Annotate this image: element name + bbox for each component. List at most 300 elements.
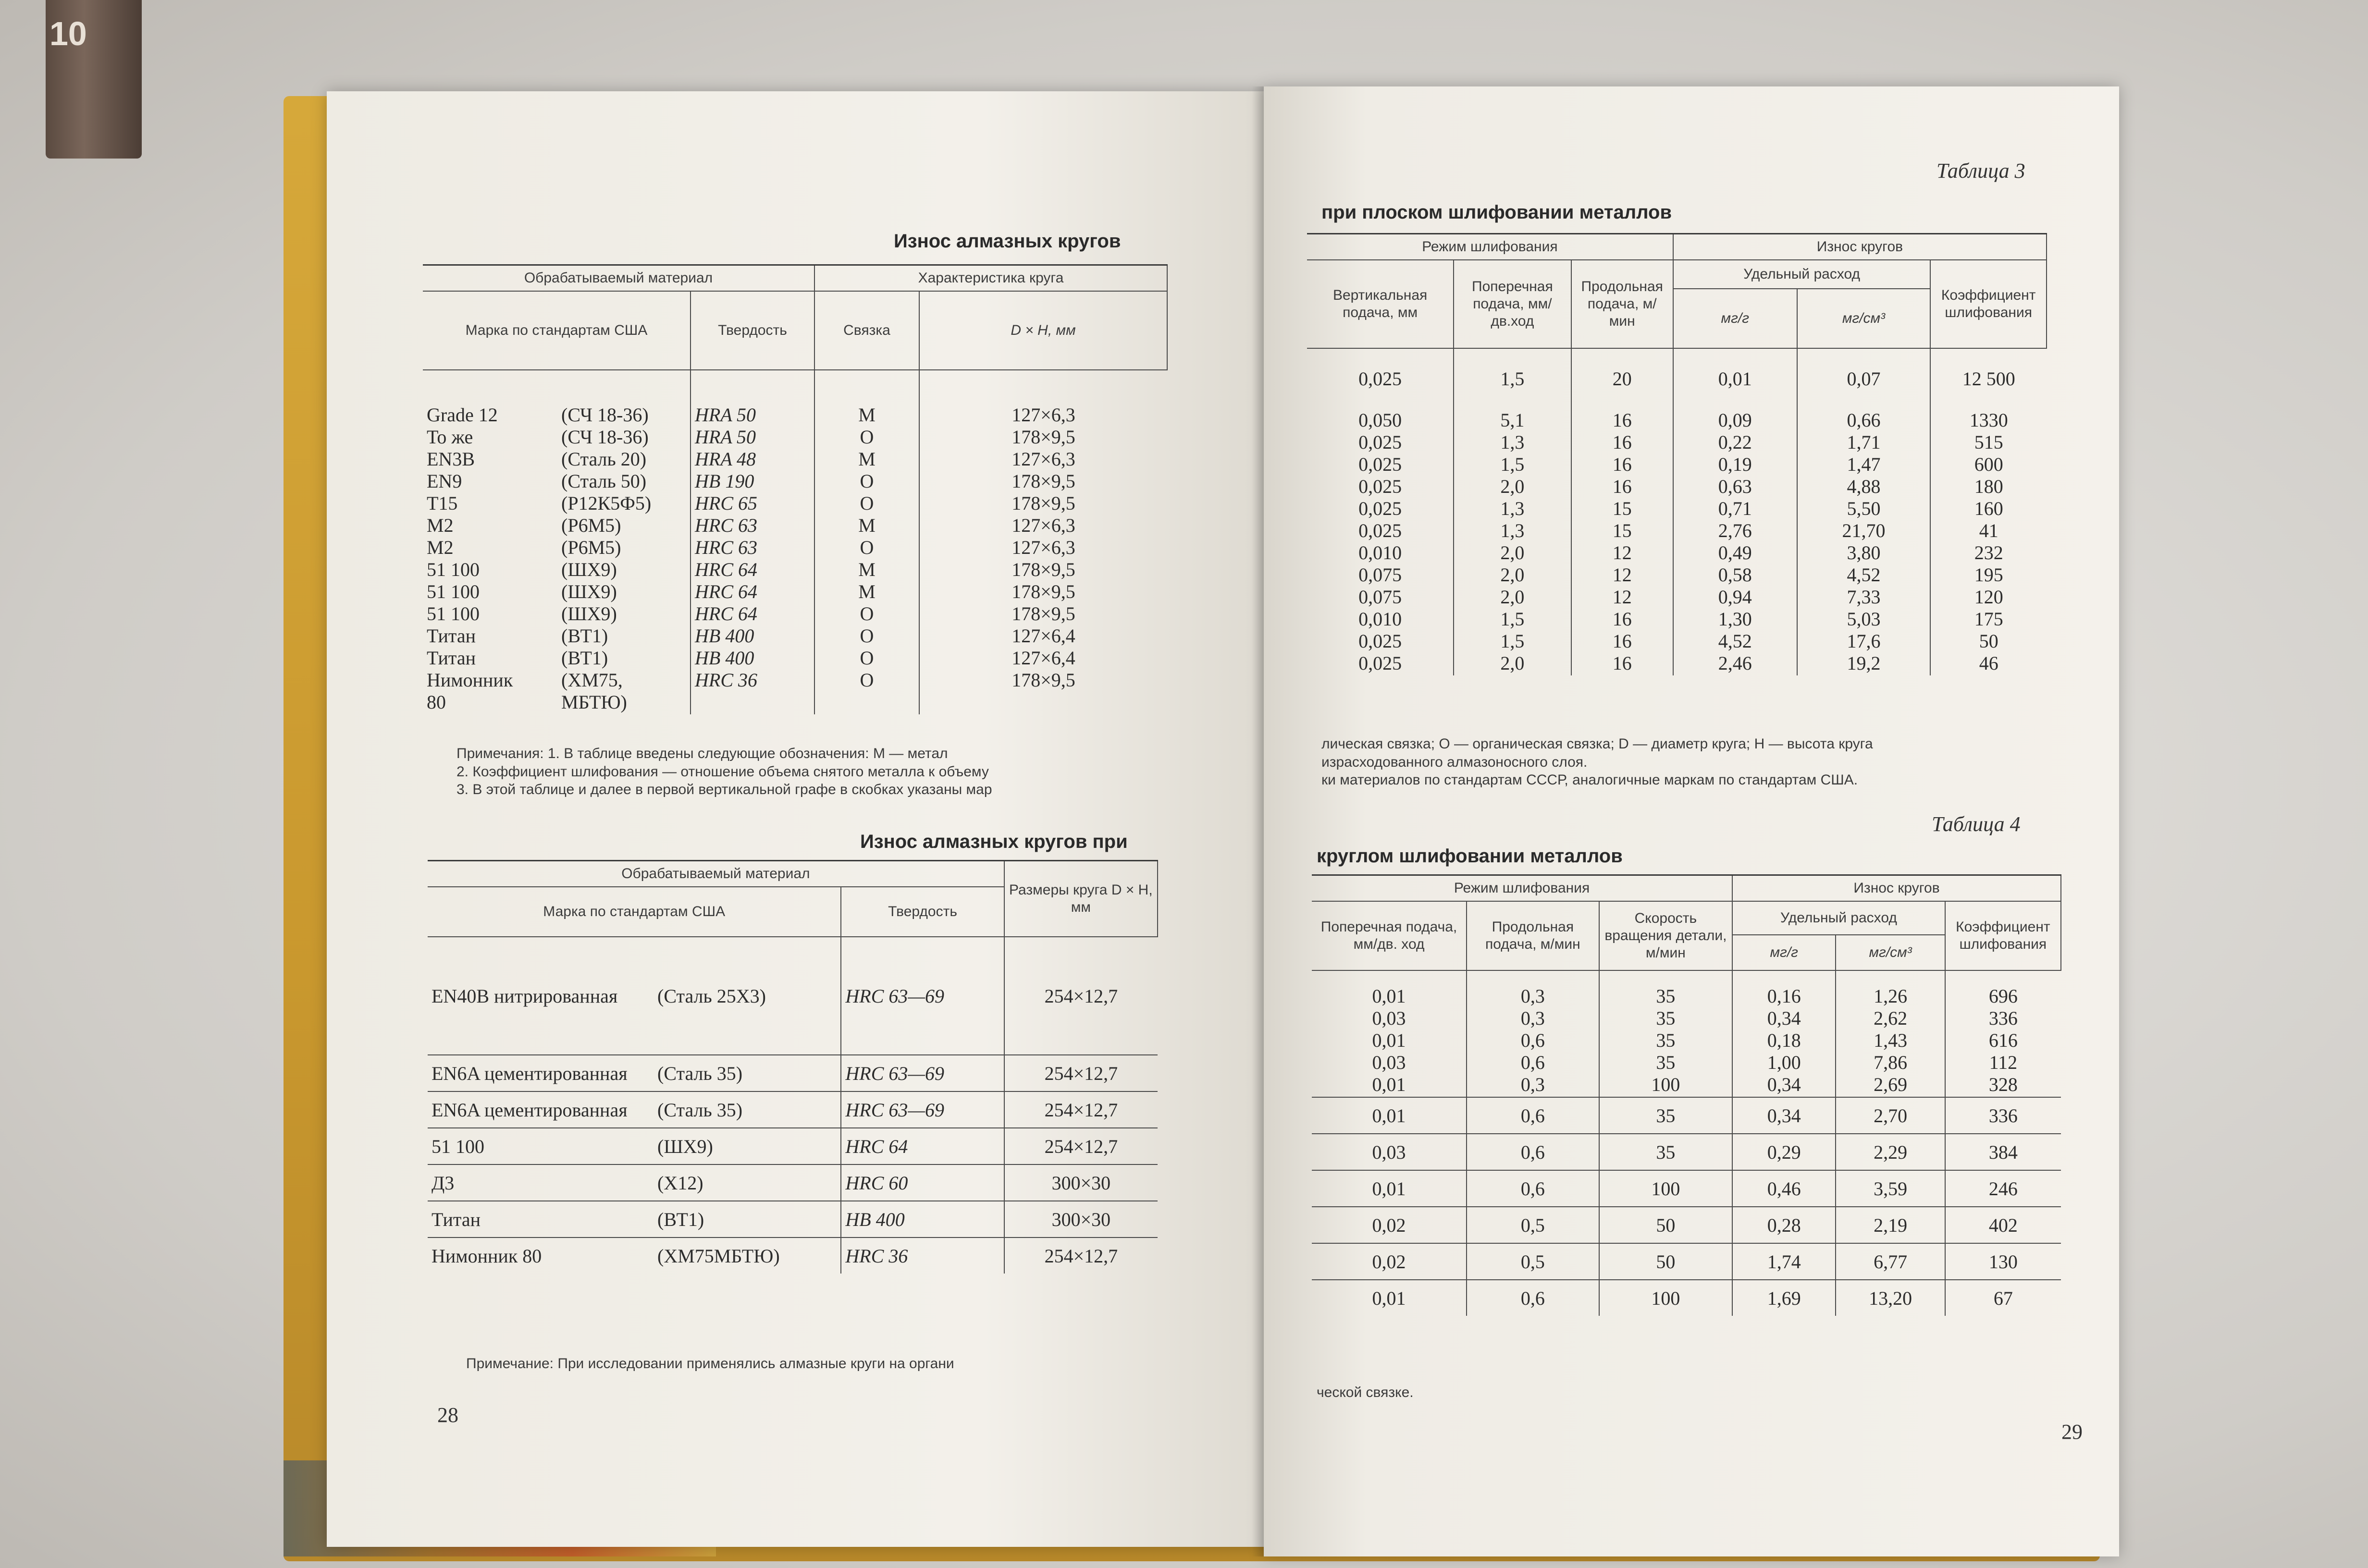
table1-bond-list — [819, 404, 915, 713]
table3-value: 175 — [1974, 608, 2003, 630]
table3-value: 0,71 — [1718, 498, 1752, 519]
table2-grade: EN6A цементированная — [432, 1062, 628, 1084]
table1-gost: (СЧ 18-36) — [561, 404, 649, 426]
table3-value: 0,025 — [1358, 431, 1402, 453]
table1-col-hardness: Твердость — [691, 291, 814, 370]
table2-size: 254×12,7 — [1004, 1237, 1158, 1274]
table1-gost: МБТЮ) — [561, 691, 627, 713]
table1-hardness: HRC 65 — [695, 492, 757, 514]
table3-value: 0,010 — [1358, 608, 1402, 630]
table3-value: 5,50 — [1847, 498, 1881, 519]
table1-gost: (Р12К5Ф5) — [561, 492, 652, 514]
table1-col-size: D × H, мм — [919, 291, 1167, 370]
table4-cell: 0,5 — [1467, 1207, 1599, 1243]
table1-size: 178×9,5 — [1011, 669, 1075, 691]
table1-bond: О — [860, 603, 874, 625]
table3-value: 50 — [1979, 630, 1998, 652]
table1-size: 127×6,3 — [1011, 537, 1075, 558]
table4-cell: 100 — [1599, 1280, 1732, 1316]
table4-cell: 0,01 — [1312, 1097, 1467, 1134]
table2-grade-cell — [428, 1128, 841, 1164]
table3-value: 12 — [1612, 564, 1632, 586]
table4-block-col3-values — [1737, 985, 1831, 1096]
table1-grade-list — [427, 404, 561, 713]
table4-cell: 0,03 — [1312, 1134, 1467, 1170]
table3-value: 4,52 — [1718, 630, 1752, 652]
table3 — [1307, 233, 2047, 675]
table3-value: 3,80 — [1847, 542, 1881, 564]
table1-size: 178×9,5 — [1011, 492, 1075, 514]
table4-block-col2 — [1599, 970, 1732, 1097]
ruler-mark: 10 — [49, 15, 87, 52]
table1-hardness: HRC 64 — [695, 559, 757, 580]
table1-gost: (СЧ 18-36) — [561, 426, 649, 448]
table1-size: 178×9,5 — [1011, 426, 1075, 448]
table3-value: 0,025 — [1358, 498, 1402, 519]
table1-grade: Титан — [427, 625, 476, 647]
table4-value: 336 — [1988, 1007, 2018, 1029]
table2-col-size: Размеры круга D × H, мм — [1004, 861, 1158, 937]
table3-group-wear: Износ кругов — [1673, 234, 2047, 260]
table3-value: 0,025 — [1358, 476, 1402, 497]
table2-col-hardness: Твердость — [841, 887, 1004, 937]
table4-value: 0,3 — [1520, 1007, 1545, 1029]
table3-value: 0,19 — [1718, 453, 1752, 475]
table4-col-long-feed: Продольная подача, м/мин — [1467, 901, 1599, 970]
table3-value: 46 — [1979, 652, 1998, 674]
table4-cell: 384 — [1945, 1134, 2061, 1170]
table1-col-bond: Связка — [814, 291, 919, 370]
table2-row — [428, 1091, 1158, 1128]
table4-cell: 0,01 — [1312, 1280, 1467, 1316]
table1-bond: М — [858, 404, 876, 426]
table3-col5-cell — [1930, 348, 2047, 675]
table1-hardness: HRC 36 — [695, 669, 757, 691]
table4-value: 696 — [1988, 985, 2018, 1007]
table2-row — [428, 937, 1158, 1055]
table4-block-col1 — [1467, 970, 1599, 1097]
table4-cell: 336 — [1945, 1097, 2061, 1134]
table3-value: 1,47 — [1847, 453, 1881, 475]
table4-cell: 50 — [1599, 1207, 1732, 1243]
table3-value: 5,1 — [1500, 409, 1525, 431]
table3-value: 160 — [1974, 498, 2003, 519]
table4-cell: 0,5 — [1467, 1243, 1599, 1280]
table3-value: 600 — [1974, 453, 2003, 475]
table3-group-mode: Режим шлифования — [1307, 234, 1673, 260]
table1-bond: О — [860, 470, 874, 492]
table4-note: ческой связке. — [1317, 1384, 1414, 1400]
table2-hardness: HRC 36 — [841, 1237, 1004, 1274]
table3-col2-values — [1576, 368, 1669, 674]
table4-value: 0,34 — [1767, 1074, 1801, 1095]
table4-value: 0,03 — [1372, 1052, 1406, 1073]
table4-value: 0,3 — [1520, 985, 1545, 1007]
table3-value: 1,3 — [1500, 498, 1525, 519]
table1-size: 178×9,5 — [1011, 603, 1075, 625]
table4-cell: 0,02 — [1312, 1207, 1467, 1243]
table4-cell: 100 — [1599, 1170, 1732, 1207]
table2-grade: 51 100 — [432, 1135, 484, 1157]
table4-group-wear: Износ кругов — [1732, 875, 2061, 902]
table2-size: 254×12,7 — [1004, 937, 1158, 1055]
table2-row — [428, 1055, 1158, 1091]
table2-grade: EN6A цементированная — [432, 1099, 628, 1121]
table1-grade: 51 100 — [427, 559, 480, 580]
table1-grade: 51 100 — [427, 581, 480, 602]
table3-col1-cell — [1454, 348, 1571, 675]
table1-bond: М — [858, 514, 876, 536]
table4-value: 0,01 — [1372, 985, 1406, 1007]
table1-bond: О — [860, 647, 874, 669]
table4-value: 0,34 — [1767, 1007, 1801, 1029]
table2-grade: EN40B нитрированная — [432, 985, 618, 1007]
table1-size-cell — [919, 370, 1167, 714]
table4-value: 1,43 — [1874, 1029, 1908, 1051]
left-page — [327, 91, 1264, 1547]
table4-cell: 1,74 — [1732, 1243, 1836, 1280]
table1-hardness: HRC 63 — [695, 537, 757, 558]
table1-bond: О — [860, 625, 874, 647]
table4-block-col4-values — [1840, 985, 1940, 1096]
table1-grade: Grade 12 — [427, 404, 498, 426]
table2-col-grade: Марка по стандартам США — [428, 887, 841, 937]
table3-col4-cell — [1797, 348, 1931, 675]
table1-hardness: HRA 50 — [695, 426, 756, 448]
table1-gost: (Сталь 20) — [561, 448, 647, 470]
table1-grade: 80 — [427, 691, 446, 713]
table4-block-col3 — [1732, 970, 1836, 1097]
table3-title: при плоском шлифовании металлов — [1321, 202, 1672, 223]
table3-label: Таблица 3 — [1936, 159, 2025, 183]
table4-value: 2,69 — [1874, 1074, 1908, 1095]
table4 — [1312, 874, 2061, 1316]
table1-grade: 51 100 — [427, 603, 480, 625]
table1-hardness: HRA 48 — [695, 448, 756, 470]
table3-value: 1,5 — [1500, 630, 1525, 652]
table3-value: 1,30 — [1718, 608, 1752, 630]
table4-block-col4 — [1836, 970, 1945, 1097]
table3-value: 515 — [1974, 431, 2003, 453]
table3-value: 1,5 — [1500, 453, 1525, 475]
table3-note-3: ки материалов по стандартам СССР, аналогичные маркам по стандартам США. — [1321, 772, 1858, 788]
table3-value: 0,075 — [1358, 586, 1402, 608]
table4-value: 0,16 — [1767, 985, 1801, 1007]
table1-size — [924, 691, 1163, 713]
table3-value: 41 — [1979, 520, 1998, 541]
table1-title: Износ алмазных кругов — [894, 231, 1121, 252]
table4-cell: 0,01 — [1312, 1170, 1467, 1207]
table3-value: 12 — [1612, 542, 1632, 564]
table4-value: 0,18 — [1767, 1029, 1801, 1051]
table4-value: 328 — [1988, 1074, 2018, 1095]
right-page — [1264, 86, 2119, 1556]
table4-value: 0,6 — [1520, 1052, 1545, 1073]
table3-value: 0,94 — [1718, 586, 1752, 608]
table1-gost: (ШХ9) — [561, 603, 617, 625]
table1-bond: М — [858, 559, 876, 580]
table1-bond: М — [858, 448, 876, 470]
table3-value: 2,46 — [1718, 652, 1752, 674]
table1-col-grade: Марка по стандартам США — [423, 291, 691, 370]
table3-value: 0,07 — [1847, 368, 1881, 390]
table1-hardness: HB 400 — [695, 625, 754, 647]
table3-value: 5,03 — [1847, 608, 1881, 630]
table2-grade-cell — [428, 1091, 841, 1128]
table4-cell: 0,6 — [1467, 1280, 1599, 1316]
table3-value: 0,025 — [1358, 520, 1402, 541]
table4-block-col0 — [1312, 970, 1467, 1097]
table1-hardness: HRA 50 — [695, 404, 756, 426]
table2-size: 300×30 — [1004, 1164, 1158, 1201]
table3-value: 0,025 — [1358, 368, 1402, 390]
table1-size: 178×9,5 — [1011, 559, 1075, 580]
table2-note: Примечание: При исследовании применялись алмазные круги на органи — [466, 1356, 954, 1372]
table3-value: 1,3 — [1500, 431, 1525, 453]
table3-value: 0,025 — [1358, 453, 1402, 475]
table3-col3-values — [1677, 368, 1793, 674]
table4-col-coef: Коэффициент шлифования — [1945, 901, 2061, 970]
table2-grade: Д3 — [432, 1172, 455, 1194]
table4-cell: 50 — [1599, 1243, 1732, 1280]
table2-grade-cell — [428, 1055, 841, 1091]
table3-col-cross-feed: Поперечная подача, мм/дв.ход — [1454, 260, 1571, 348]
table4-value: 7,86 — [1874, 1052, 1908, 1073]
table3-value: 1330 — [1969, 409, 2008, 431]
table1-hardness: HRC 63 — [695, 514, 757, 536]
table3-value: 16 — [1612, 453, 1632, 475]
table3-value: 2,76 — [1718, 520, 1752, 541]
table3-value: 0,075 — [1358, 564, 1402, 586]
table2-gost: (Сталь 35) — [657, 1062, 743, 1084]
table4-cell: 0,02 — [1312, 1243, 1467, 1280]
table3-value: 0,050 — [1358, 409, 1402, 431]
table1-size: 127×6,4 — [1011, 625, 1075, 647]
table3-value: 195 — [1974, 564, 2003, 586]
table2-row — [428, 1128, 1158, 1164]
table4-value: 0,01 — [1372, 1074, 1406, 1095]
page-number-left: 28 — [437, 1403, 458, 1427]
table1-gost: (ХМ75, — [561, 669, 623, 691]
table3-col-mg-cm3: мг/см³ — [1797, 289, 1931, 348]
table2-gost: (Сталь 25Х3) — [657, 985, 766, 1007]
table2-hardness: HRC 60 — [841, 1164, 1004, 1201]
table3-value: 16 — [1612, 476, 1632, 497]
table4-cell: 246 — [1945, 1170, 2061, 1207]
table1-hardness-cell — [691, 370, 814, 714]
table2-hardness: HRC 64 — [841, 1128, 1004, 1164]
table1-gost: (ШХ9) — [561, 581, 617, 602]
table4-row — [1312, 1170, 2061, 1207]
table3-value: 12 500 — [1962, 368, 2015, 390]
table1-gost: (Р6М5) — [561, 537, 621, 558]
table4-value: 0,03 — [1372, 1007, 1406, 1029]
table2-grade: Нимонник 80 — [432, 1245, 542, 1267]
table4-col-mg-cm3: мг/см³ — [1836, 935, 1945, 970]
table2-size: 300×30 — [1004, 1201, 1158, 1237]
table1-size: 178×9,5 — [1011, 470, 1075, 492]
table4-cell: 0,28 — [1732, 1207, 1836, 1243]
table1-grade: M2 — [427, 537, 454, 558]
table3-value: 0,22 — [1718, 431, 1752, 453]
table3-col0-cell — [1307, 348, 1454, 675]
table4-cell: 1,69 — [1732, 1280, 1836, 1316]
table1-gost: (ВТ1) — [561, 647, 608, 669]
table3-value: 0,49 — [1718, 542, 1752, 564]
table2-grade: Титан — [432, 1208, 481, 1230]
table4-group-mode: Режим шлифования — [1312, 875, 1732, 902]
table1-grade: Нимонник — [427, 669, 513, 691]
table4-cell: 67 — [1945, 1280, 2061, 1316]
table2-gost: (Х12) — [657, 1172, 703, 1194]
table2-row — [428, 1164, 1158, 1201]
table1 — [423, 264, 1168, 714]
table4-group-specific: Удельный расход — [1732, 901, 1945, 935]
table1-hardness: HRC 64 — [695, 581, 757, 602]
table1-bond: О — [860, 492, 874, 514]
table3-value: 15 — [1612, 520, 1632, 541]
table2-row — [428, 1237, 1158, 1274]
table3-value: 20 — [1612, 368, 1632, 390]
table1-bond: О — [860, 669, 874, 691]
table3-note-1: лическая связка; О — органическая связка; D — диаметр круга; H — высота круга — [1321, 736, 1873, 752]
table1-grade: EN3B — [427, 448, 475, 470]
table2-gost: (ШХ9) — [657, 1135, 713, 1157]
table1-size: 127×6,3 — [1011, 404, 1075, 426]
table2-hardness: HRC 63—69 — [841, 1091, 1004, 1128]
table4-body — [1312, 1097, 2061, 1316]
table1-gost: (ВТ1) — [561, 625, 608, 647]
table1-notes — [456, 745, 1177, 799]
table1-size-list — [924, 404, 1163, 713]
table1-size: 127×6,3 — [1011, 514, 1075, 536]
table2-size: 254×12,7 — [1004, 1055, 1158, 1091]
table4-cell: 0,6 — [1467, 1170, 1599, 1207]
table2-gost: (ВТ1) — [657, 1208, 704, 1230]
table3-value: 21,70 — [1842, 520, 1886, 541]
table3-col5-values — [1935, 368, 2043, 674]
table2-hardness: HRC 63—69 — [841, 1055, 1004, 1091]
table1-bond: О — [860, 426, 874, 448]
table3-col0-values — [1311, 368, 1449, 674]
table4-block-col1-values — [1471, 985, 1595, 1096]
table4-value: 616 — [1988, 1029, 2018, 1051]
table4-value: 1,26 — [1874, 985, 1908, 1007]
table1-size: 127×6,4 — [1011, 647, 1075, 669]
table3-value: 0,58 — [1718, 564, 1752, 586]
table2-size: 254×12,7 — [1004, 1091, 1158, 1128]
table3-col1-values — [1458, 368, 1566, 674]
table4-cell: 0,34 — [1732, 1097, 1836, 1134]
table3-value: 2,0 — [1500, 564, 1525, 586]
table2-group-material: Обрабатываемый материал — [428, 861, 1004, 887]
table4-block-col5 — [1945, 970, 2061, 1097]
table3-value: 4,88 — [1847, 476, 1881, 497]
table1-hardness: HB 190 — [695, 470, 754, 492]
table1-grade: EN9 — [427, 470, 462, 492]
table4-cell: 13,20 — [1836, 1280, 1945, 1316]
table3-value: 0,010 — [1358, 542, 1402, 564]
table2-row — [428, 1201, 1158, 1237]
table4-col-cross-feed: Поперечная подача, мм/дв. ход — [1312, 901, 1467, 970]
table4-block-col2-values — [1603, 985, 1728, 1096]
table1-grade: T15 — [427, 492, 458, 514]
table1-hardness-list — [695, 404, 810, 713]
table4-block-col5-values — [1949, 985, 2057, 1096]
table3-value: 12 — [1612, 586, 1632, 608]
table1-gost: (Р6М5) — [561, 514, 621, 536]
table4-value: 35 — [1656, 1052, 1676, 1073]
table3-value: 0,01 — [1718, 368, 1752, 390]
table1-bond: М — [858, 581, 876, 602]
table4-cell: 2,29 — [1836, 1134, 1945, 1170]
table1-gost: (ШХ9) — [561, 559, 617, 580]
table4-block-col0-values — [1316, 985, 1462, 1096]
table1-grade: Титан — [427, 647, 476, 669]
table1-bond: О — [860, 537, 874, 558]
table3-value: 17,6 — [1847, 630, 1881, 652]
table4-col-speed: Скорость вращения детали, м/мин — [1599, 901, 1732, 970]
table4-cell: 130 — [1945, 1243, 2061, 1280]
table3-value: 4,52 — [1847, 564, 1881, 586]
table4-cell: 2,70 — [1836, 1097, 1945, 1134]
table2-grade-cell — [428, 1164, 841, 1201]
table3-value: 1,5 — [1500, 608, 1525, 630]
table3-value: 1,5 — [1500, 368, 1525, 390]
table4-cell: 35 — [1599, 1097, 1732, 1134]
table3-value: 0,025 — [1358, 652, 1402, 674]
table1-note-2: 2. Коэффициент шлифования — отношение объема снятого металла к объему — [456, 763, 989, 780]
table1-note-1: Примечания: 1. В таблице введены следующие обозначения: М — метал — [456, 746, 948, 761]
table4-value: 35 — [1656, 1007, 1676, 1029]
table2-body — [428, 937, 1158, 1274]
table3-value: 7,33 — [1847, 586, 1881, 608]
table3-value: 232 — [1974, 542, 2003, 564]
table4-title: круглом шлифовании металлов — [1317, 845, 1623, 867]
table2-grade-cell — [428, 1237, 841, 1274]
table3-value: 16 — [1612, 630, 1632, 652]
table3-col-coef: Коэффициент шлифования — [1930, 260, 2047, 348]
table1-size: 178×9,5 — [1011, 581, 1075, 602]
table3-col4-values — [1801, 368, 1926, 674]
table4-cell: 402 — [1945, 1207, 2061, 1243]
table1-gost-list — [561, 404, 651, 713]
table1-bond-cell — [814, 370, 919, 714]
table2-size: 254×12,7 — [1004, 1128, 1158, 1164]
table1-hardness: HB 400 — [695, 647, 754, 669]
table1-size: 127×6,3 — [1011, 448, 1075, 470]
table4-cell: 0,46 — [1732, 1170, 1836, 1207]
open-book — [284, 67, 2119, 1566]
caliper-ruler — [46, 0, 142, 159]
table3-value: 0,025 — [1358, 630, 1402, 652]
table3-value: 180 — [1974, 476, 2003, 497]
table2-gost: (Сталь 35) — [657, 1099, 743, 1121]
table2-grade-cell — [428, 1201, 841, 1237]
table3-col-vertical-feed: Вертикальная подача, мм — [1307, 260, 1454, 348]
table1-group-wheel: Характеристика круга — [814, 265, 1167, 292]
table2-grade-cell — [428, 937, 841, 1055]
table1-grade-cell — [423, 370, 691, 714]
table2-hardness: HB 400 — [841, 1201, 1004, 1237]
table3-value: 16 — [1612, 652, 1632, 674]
table4-col-mg-g: мг/г — [1732, 935, 1836, 970]
table4-cell: 0,6 — [1467, 1097, 1599, 1134]
table3-value: 16 — [1612, 409, 1632, 431]
table4-cell: 35 — [1599, 1134, 1732, 1170]
table3-value: 2,0 — [1500, 542, 1525, 564]
table4-row — [1312, 1280, 2061, 1316]
